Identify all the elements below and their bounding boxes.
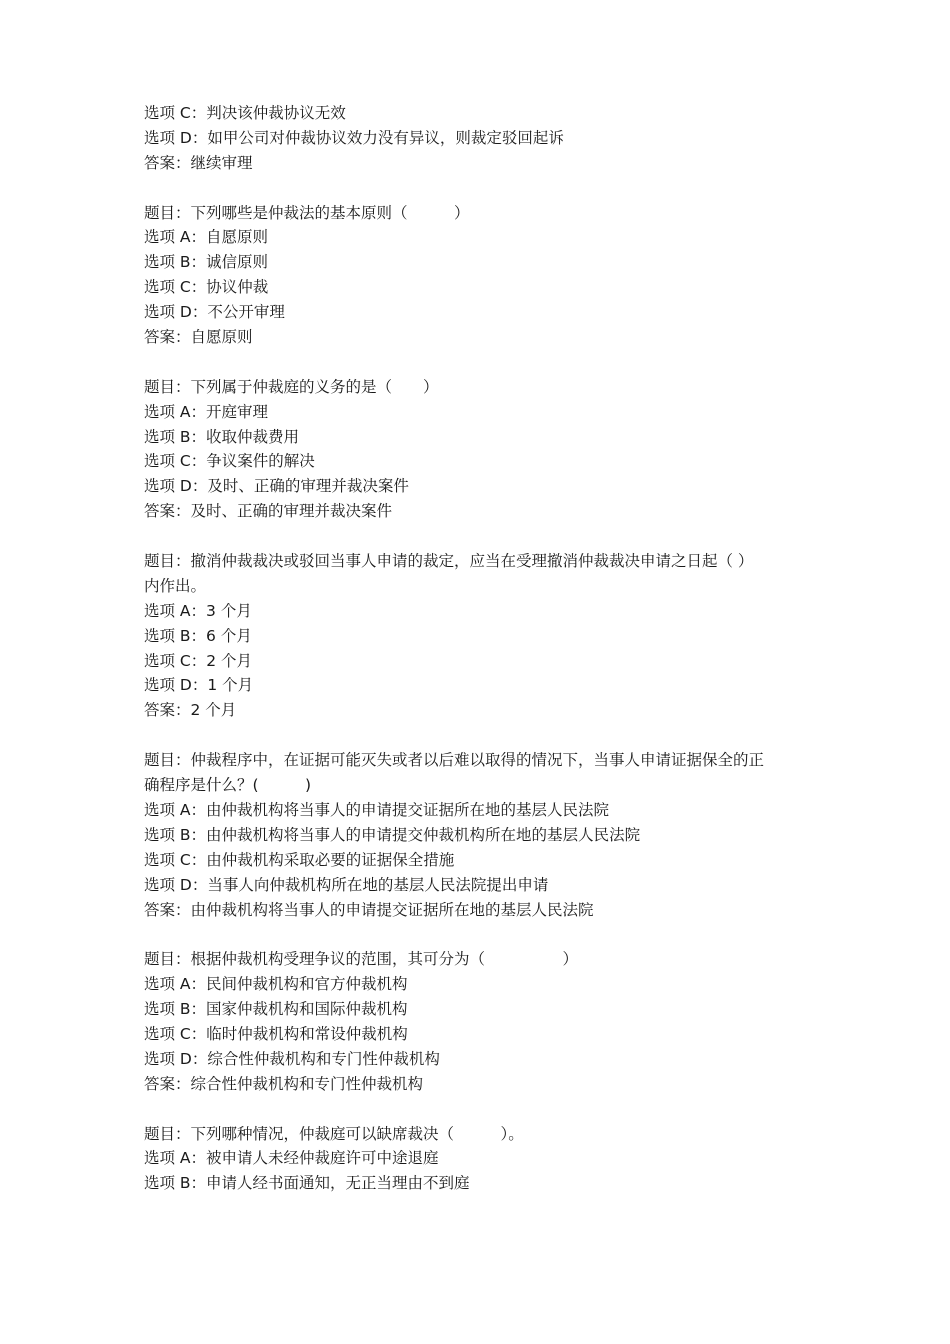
option-line: 选项 A：3 个月	[144, 601, 252, 620]
question-line: 题目：撤消仲裁裁决或驳回当事人申请的裁定，应当在受理撤消仲裁裁决申请之日起（ ）	[144, 552, 754, 571]
paragraph-gap	[144, 922, 824, 947]
option-line: 选项 A：由仲裁机构将当事人的申请提交证据所在地的基层人民法院	[144, 800, 610, 819]
option-line: 选项 D：1 个月	[144, 676, 254, 695]
answer-line: 答案：综合性仲裁机构和专门性仲裁机构	[144, 1074, 424, 1093]
question-line: 题目：下列属于仲裁庭的义务的是（ ）	[144, 377, 439, 396]
option-line: 选项 B：国家仲裁机构和国际仲裁机构	[144, 1000, 408, 1019]
option-line: 选项 B：6 个月	[144, 626, 252, 645]
answer-line: 答案：自愿原则	[144, 328, 253, 347]
option-line: 选项 C：由仲裁机构采取必要的证据保全措施	[144, 850, 455, 869]
option-line: 选项 B：诚信原则	[144, 253, 269, 272]
answer-line: 答案：由仲裁机构将当事人的申请提交证据所在地的基层人民法院	[144, 900, 594, 919]
option-line: 选项 D：及时、正确的审理并裁决案件	[144, 477, 409, 496]
option-line: 选项 A：开庭审理	[144, 402, 269, 421]
paragraph-gap	[144, 350, 824, 375]
option-line: 选项 D：不公开审理	[144, 303, 285, 322]
paragraph-gap	[144, 1097, 824, 1122]
option-line: 选项 B：收取仲裁费用	[144, 427, 300, 446]
question-line-cont: 内作出。	[144, 576, 207, 595]
answer-line: 答案：继续审理	[144, 153, 253, 172]
text-line: 选项 C：判决该仲裁协议无效	[144, 104, 346, 122]
option-line: 选项 D：当事人向仲裁机构所在地的基层人民法院提出申请	[144, 875, 549, 894]
option-line: 选项 C：争议案件的解决	[144, 452, 315, 471]
answer-line: 答案：2 个月	[144, 701, 237, 720]
question-line-cont: 确程序是什么？( )	[144, 776, 312, 795]
option-line: 选项 C：2 个月	[144, 651, 253, 670]
question-line: 题目：根据仲裁机构受理争议的范围，其可分为（ ）	[144, 950, 579, 969]
paragraph-gap	[144, 723, 824, 748]
question-line: 题目：下列哪些是仲裁法的基本原则（ ）	[144, 203, 470, 222]
answer-line: 答案：及时、正确的审理并裁决案件	[144, 502, 393, 521]
paragraph-gap	[144, 176, 824, 201]
option-line: 选项 B：申请人经书面通知，无正当理由不到庭	[144, 1174, 470, 1193]
option-line: 选项 D：综合性仲裁机构和专门性仲裁机构	[144, 1049, 440, 1068]
question-line: 题目：下列哪种情况，仲裁庭可以缺席裁决（ ）。	[144, 1124, 524, 1143]
option-line: 选项 B：由仲裁机构将当事人的申请提交仲裁机构所在地的基层人民法院	[144, 825, 641, 844]
option-line: 选项 C：临时仲裁机构和常设仲裁机构	[144, 1024, 408, 1043]
option-line: 选项 A：自愿原则	[144, 228, 269, 247]
text-line: 选项 D：如甲公司对仲裁协议效力没有异议，则裁定驳回起诉	[144, 128, 564, 147]
option-line: 选项 A：民间仲裁机构和官方仲裁机构	[144, 975, 408, 994]
option-line: 选项 C：协议仲裁	[144, 278, 269, 297]
paragraph-gap	[144, 524, 824, 549]
option-line: 选项 A：被申请人未经仲裁庭许可中途退庭	[144, 1149, 439, 1168]
question-line: 题目：仲裁程序中，在证据可能灭失或者以后难以取得的情况下，当事人申请证据保全的正	[144, 751, 765, 770]
document-page	[144, 101, 824, 1196]
